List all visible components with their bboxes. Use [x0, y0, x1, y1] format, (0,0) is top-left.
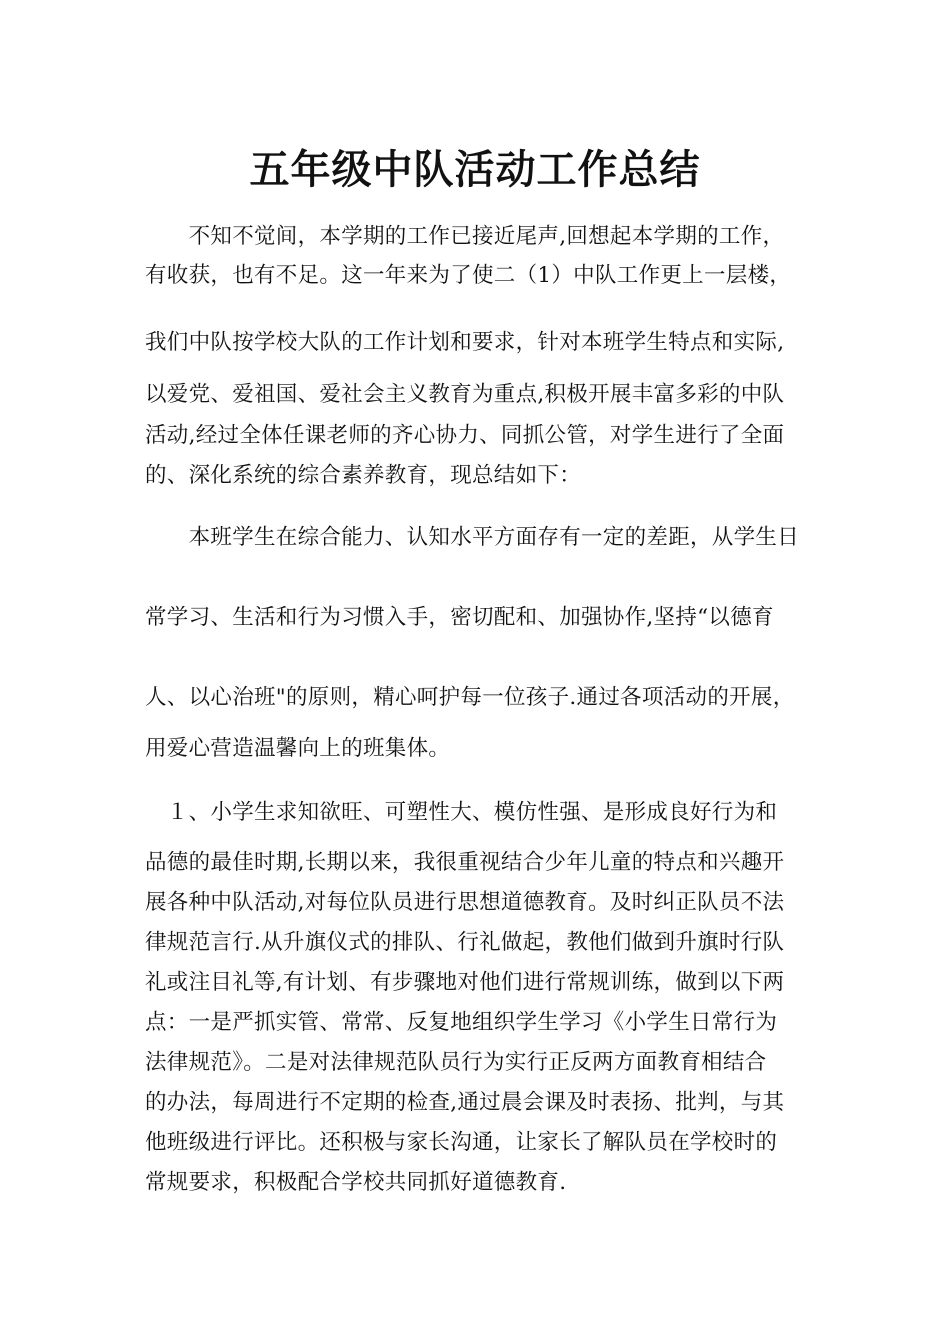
- paragraph-line: 的办法，每周进行不定期的检查,通过晨会课及时表扬、批判，与其: [145, 1090, 785, 1115]
- paragraph-line: １、小学生求知欲旺、可塑性大、模仿性强、是形成良好行为和: [145, 800, 778, 825]
- paragraph-line: 本班学生在综合能力、认知水平方面存有一定的差距，从学生日: [145, 525, 800, 550]
- paragraph-line: 我们中队按学校大队的工作计划和要求，针对本班学生特点和实际,: [145, 330, 785, 355]
- paragraph-line: 礼或注目礼等,有计划、有步骤地对他们进行常规训练，做到以下两: [145, 970, 785, 995]
- paragraph-line: 的、深化系统的综合素养教育，现总结如下：: [145, 463, 582, 488]
- paragraph-line: 点：一是严抓实管、常常、反复地组织学生学习《小学生日常行为: [145, 1010, 778, 1035]
- paragraph-line: 人、以心治班"的原则，精心呵护每一位孩子.通过各项活动的开展，: [145, 685, 795, 710]
- paragraph-line: 法律规范》。二是对法律规范队员行为实行正反两方面教育相结合: [145, 1050, 767, 1075]
- paragraph-line: 常学习、生活和行为习惯入手，密切配和、加强协作,坚持“以德育: [145, 605, 774, 630]
- paragraph-line: 有收获，也有不足。这一年来为了使二（1）中队工作更上一层楼，: [145, 263, 792, 288]
- paragraph-line: 品德的最佳时期,长期以来，我很重视结合少年儿童的特点和兴趣开: [145, 850, 785, 875]
- paragraph-line: 律规范言行.从升旗仪式的排队、行礼做起，教他们做到升旗时行队: [145, 930, 785, 955]
- document-title: 五年级中队活动工作总结: [249, 147, 701, 193]
- paragraph-line: 常规要求，积极配合学校共同抓好道德教育.: [145, 1170, 567, 1195]
- paragraph-line: 他班级进行评比。还积极与家长沟通，让家长了解队员在学校时的: [145, 1130, 778, 1155]
- paragraph-line: 活动,经过全体任课老师的齐心协力、同抓公管，对学生进行了全面: [145, 423, 785, 448]
- paragraph-line: 不知不觉间，本学期的工作已接近尾声,回想起本学期的工作，: [145, 224, 785, 249]
- paragraph-line: 以爱党、爱祖国、爱社会主义教育为重点,积极开展丰富多彩的中队: [145, 382, 785, 407]
- paragraph-line: 用爱心营造温馨向上的班集体。: [145, 736, 451, 761]
- paragraph-line: 展各种中队活动,对每位队员进行思想道德教育。及时纠正队员不法: [145, 890, 785, 915]
